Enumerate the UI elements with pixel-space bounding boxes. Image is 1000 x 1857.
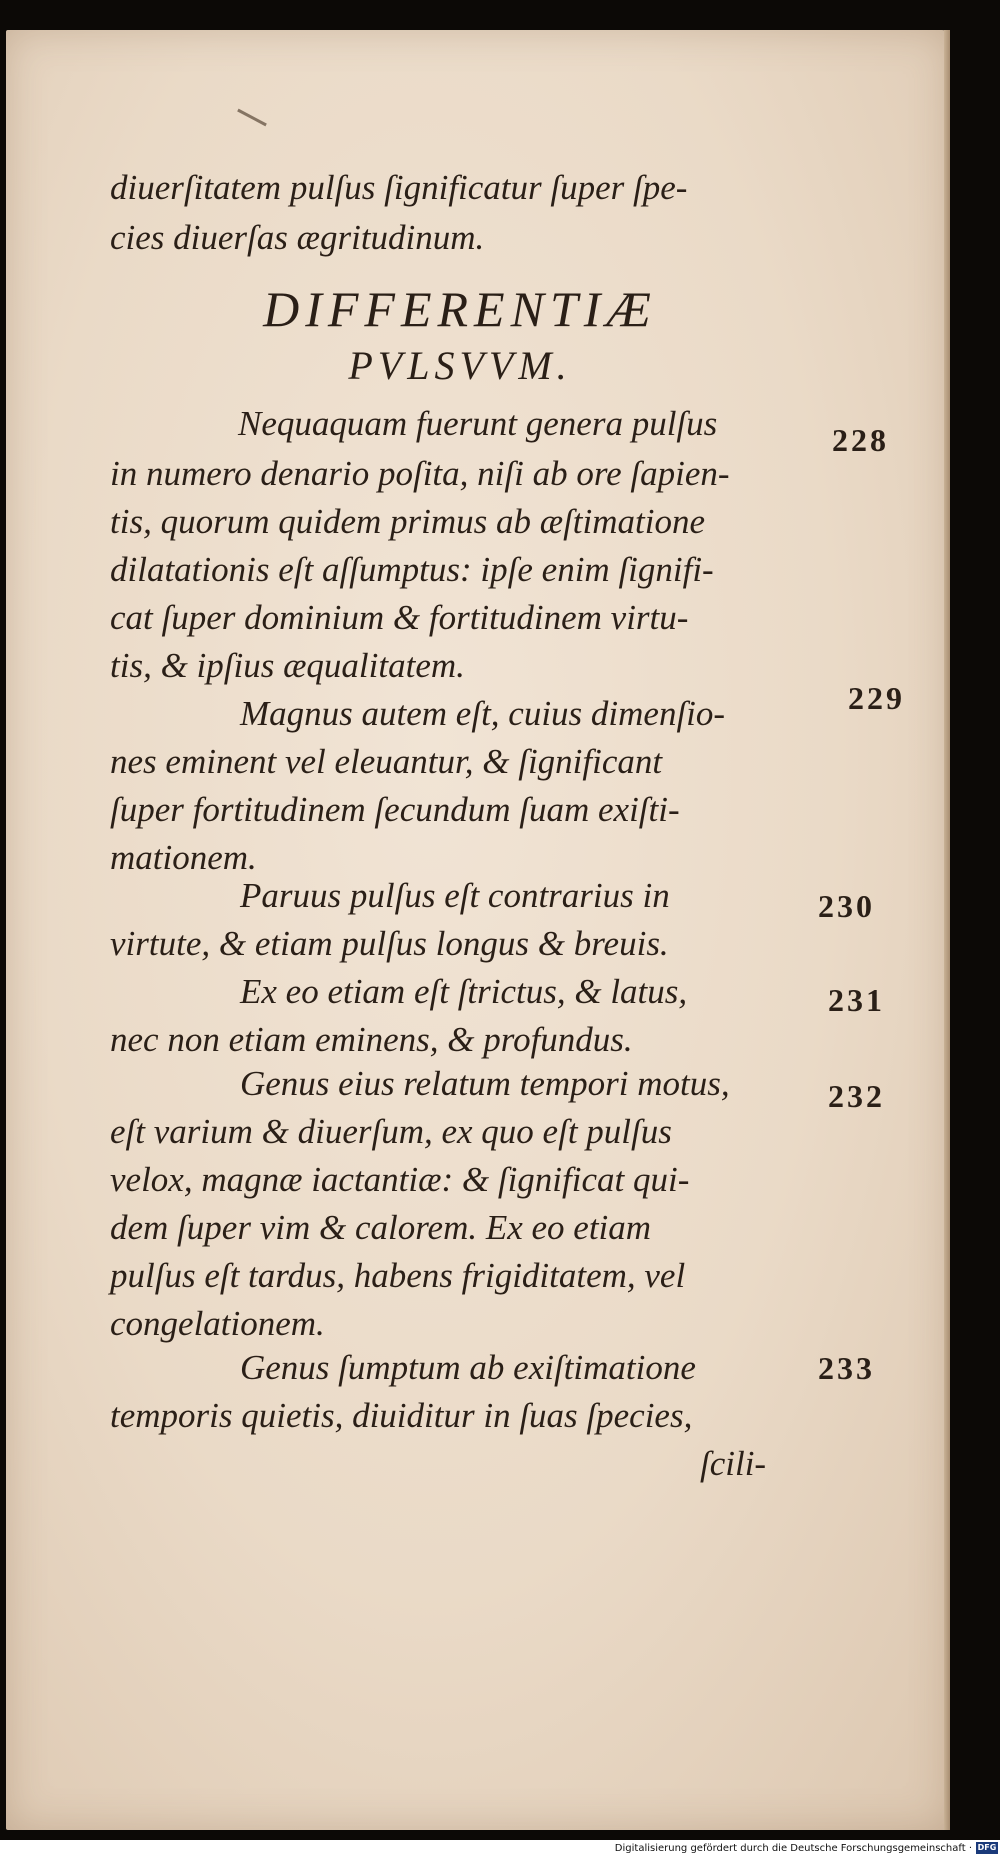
text-line: pulſus eſt tardus, habens frigiditatem, vel [110, 1256, 686, 1295]
section-subheading: PVLSVVM. [348, 343, 572, 388]
text-line: virtute, & etiam pulſus longus & breuis. [110, 924, 669, 963]
text-line: ſuper fortitudinem ſecundum ſuam exiſti- [110, 790, 680, 829]
footer-bar [0, 1840, 1000, 1857]
text-line: dilatationis eſt aſſumptus: ipſe enim ſignifi- [110, 550, 714, 589]
text-line: nec non etiam eminens, & profundus. [110, 1020, 633, 1059]
margin-number: 230 [818, 888, 875, 924]
text-line: tis, quorum quidem primus ab æſtimatione [110, 502, 706, 541]
margin-number: 232 [828, 1078, 885, 1114]
text-line: cat ſuper dominium & fortitudinem virtu- [110, 598, 689, 637]
text-line: cies diuerſas ægritudinum. [110, 218, 485, 257]
text-line: temporis quietis, diuiditur in ſuas ſpecies, [110, 1396, 693, 1435]
text-line: Ex eo etiam eſt ſtrictus, & latus, [240, 972, 688, 1011]
text-line: tis, & ipſius æqualitatem. [110, 646, 465, 685]
text-line: nes eminent vel eleuantur, & ſignificant [110, 742, 663, 781]
text-line: mationem. [110, 838, 257, 877]
text-line: Magnus autem eſt, cuius dimenſio- [240, 694, 726, 733]
margin-number: 228 [832, 422, 889, 458]
text-line: in numero denario poſita, niſi ab ore ſapien- [110, 454, 730, 493]
catchword: ſcili- [700, 1444, 767, 1483]
page-edge [944, 30, 950, 1830]
margin-number: 231 [828, 982, 885, 1018]
dfg-logo: DFG [977, 1843, 997, 1852]
text-line: Genus eius relatum tempori motus, [240, 1064, 730, 1103]
text-line: Genus ſumptum ab exiſtimatione [240, 1348, 696, 1387]
text-line: congelationem. [110, 1304, 325, 1343]
text-line: Paruus pulſus eſt contrarius in [240, 876, 670, 915]
text-line: eſt varium & diuerſum, ex quo eſt pulſus [110, 1112, 672, 1151]
text-line: diuerſitatem pulſus ſignificatur ſuper ſpe- [110, 168, 688, 207]
text-line: velox, magnæ iactantiæ: & ſignificat qui- [110, 1160, 690, 1199]
margin-number: 233 [818, 1350, 875, 1386]
funding-notice: Digitalisierung gefördert durch die Deutsche Forschungsgemeinschaft · [614, 1843, 972, 1854]
text-line: dem ſuper vim & calorem. Ex eo etiam [110, 1208, 652, 1247]
margin-number: 229 [848, 680, 905, 716]
section-heading: DIFFERENTIÆ [263, 281, 657, 337]
ink-mark [237, 109, 267, 127]
text-line: Nequaquam fuerunt genera pulſus [238, 404, 718, 443]
